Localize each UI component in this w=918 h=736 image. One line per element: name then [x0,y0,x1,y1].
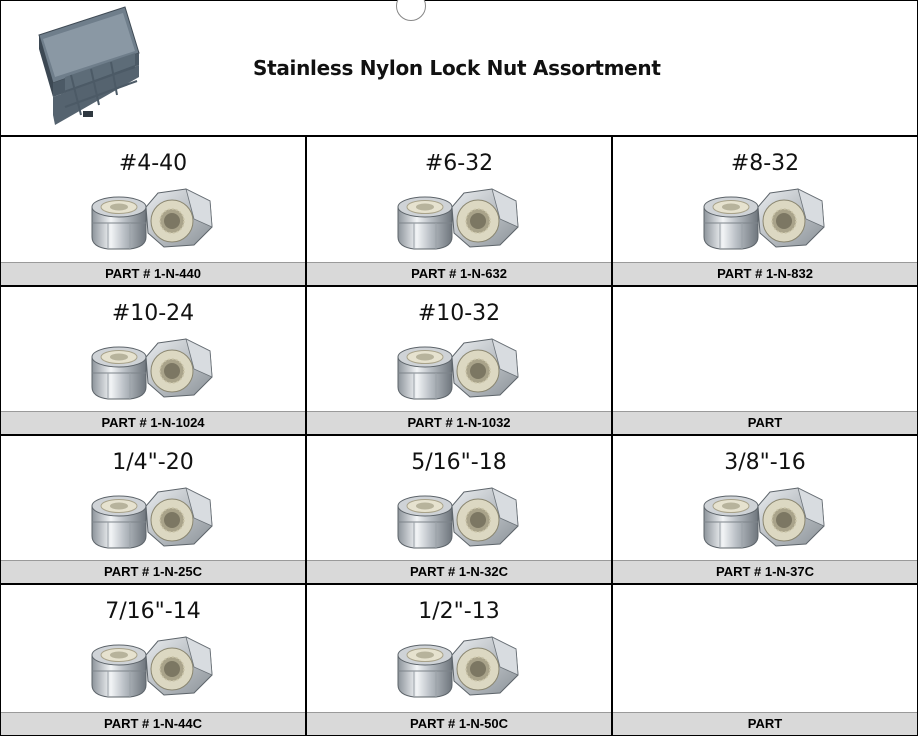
part-number: PART # 1-N-632 [307,262,611,285]
binder-hole [396,0,426,21]
nylon-lock-nut-pair-icon [392,337,522,403]
size-label: #10-32 [417,301,501,326]
part-number: PART # 1-N-1024 [1,411,305,434]
part-cell [613,137,917,287]
nylon-lock-nut-pair-icon [86,635,216,701]
page-title: Stainless Nylon Lock Nut Assortment [253,56,661,80]
part-cell-empty [613,287,917,436]
header [1,1,917,137]
part-cell [1,137,307,287]
part-cell [1,436,307,585]
part-cell [307,287,613,436]
size-label: #6-32 [424,151,494,176]
parts-grid [1,137,917,735]
size-label: 7/16"-14 [105,599,201,624]
part-cell [307,585,613,735]
part-cell-empty [613,585,917,735]
nylon-lock-nut-pair-icon [698,187,828,253]
part-cell [1,585,307,735]
part-number: PART # 1-N-440 [1,262,305,285]
part-number: PART # 1-N-32C [307,560,611,583]
part-cell [307,436,613,585]
nylon-lock-nut-pair-icon [86,486,216,552]
nylon-lock-nut-pair-icon [392,187,522,253]
size-label: #10-24 [111,301,195,326]
nylon-lock-nut-pair-icon [86,337,216,403]
part-number: PART # 1-N-1032 [307,411,611,434]
size-label: 3/8"-16 [724,450,806,475]
size-label: #8-32 [730,151,800,176]
nylon-lock-nut-pair-icon [392,486,522,552]
parts-tray-icon [35,5,141,127]
part-cell [613,436,917,585]
part-number: PART # 1-N-37C [613,560,917,583]
part-number: PART # 1-N-44C [1,712,305,735]
nylon-lock-nut-pair-icon [698,486,828,552]
size-label: 5/16"-18 [411,450,507,475]
part-number: PART # 1-N-25C [1,560,305,583]
part-cell [307,137,613,287]
part-number: PART # 1-N-50C [307,712,611,735]
nylon-lock-nut-pair-icon [86,187,216,253]
size-label: 1/4"-20 [112,450,194,475]
part-number: PART # 1-N-832 [613,262,917,285]
part-cell [1,287,307,436]
nylon-lock-nut-pair-icon [392,635,522,701]
size-label: 1/2"-13 [418,599,500,624]
part-number: PART [613,712,917,735]
part-number: PART [613,411,917,434]
size-label: #4-40 [118,151,188,176]
